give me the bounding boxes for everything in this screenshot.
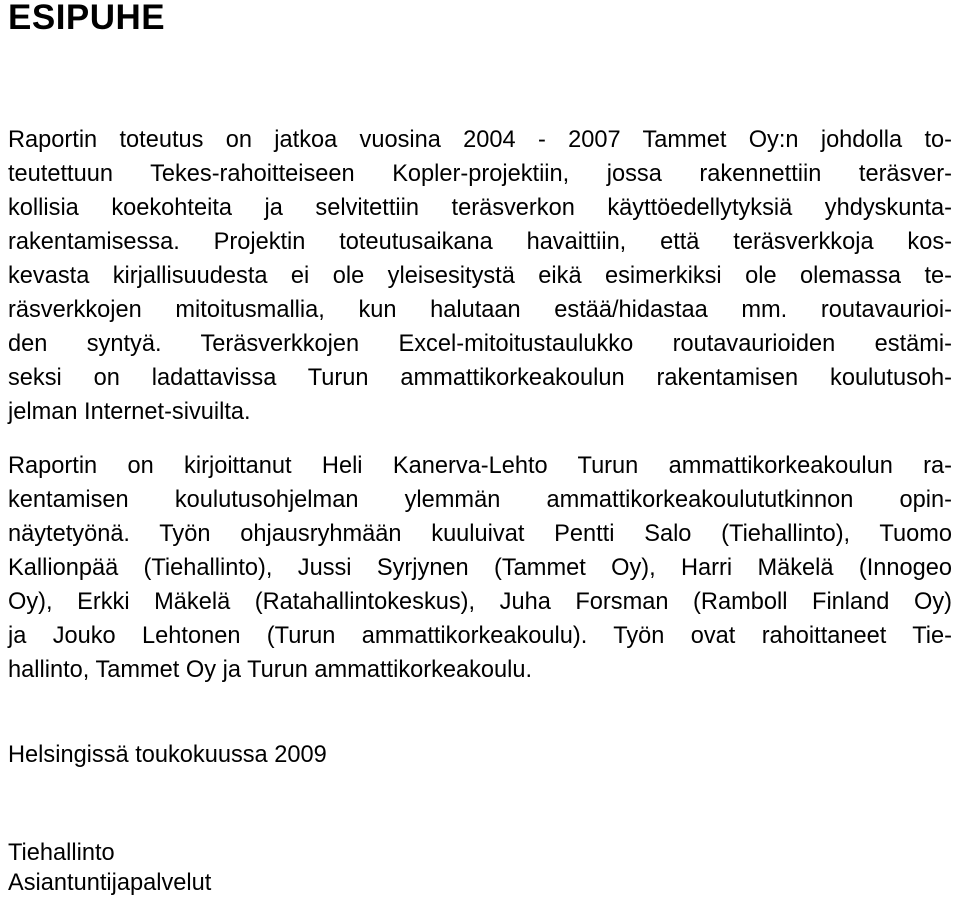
paragraph-line: Raportin on kirjoittanut Heli Kanerva-Lehto Turun ammattikorkeakoulun ra- (8, 453, 952, 479)
paragraph-line: kollisia koekohteita ja selvitettiin teräsverkon käyttöedellytyksiä yhdyskunta- (8, 195, 952, 221)
place-date: Helsingissä toukokuussa 2009 (8, 742, 327, 768)
paragraph-line: Kallionpää (Tiehallinto), Jussi Syrjynen (Tammet Oy), Harri Mäkelä (Innogeo (8, 555, 952, 581)
paragraph-line: jelman Internet-sivuilta. (8, 399, 251, 425)
paragraph-line: näytetyönä. Työn ohjausryhmään kuuluivat Pentti Salo (Tiehallinto), Tuomo (8, 521, 952, 547)
paragraph-line: kevasta kirjallisuudesta ei ole yleisesitystä eikä esimerkiksi ole olemassa te- (8, 263, 952, 289)
paragraph-line: hallinto, Tammet Oy ja Turun ammattikorkeakoulu. (8, 657, 533, 683)
document-title: ESIPUHE (8, 0, 166, 37)
paragraph-line: Raportin toteutus on jatkoa vuosina 2004 - 2007 Tammet Oy:n johdolla to- (8, 127, 952, 153)
signature-organization: Tiehallinto (8, 840, 115, 866)
paragraph-line: ja Jouko Lehtonen (Turun ammattikorkeakoulu). Työn ovat rahoittaneet Tie- (8, 623, 952, 649)
paragraph-line: räsverkkojen mitoitusmallia, kun halutaan estää/hidastaa mm. routavaurioi- (8, 297, 952, 323)
paragraph-line: rakentamisessa. Projektin toteutusaikana havaittiin, että teräsverkkoja kos- (8, 229, 952, 255)
paragraph-line: den syntyä. Teräsverkkojen Excel-mitoitustaulukko routavaurioiden estämi- (8, 331, 952, 357)
signature-unit: Asiantuntijapalvelut (8, 870, 212, 896)
paragraph-line: Oy), Erkki Mäkelä (Ratahallintokeskus), Juha Forsman (Ramboll Finland Oy) (8, 589, 952, 615)
paragraph-line: teutettuun Tekes-rahoitteiseen Kopler-projektiin, jossa rakennettiin teräsver- (8, 161, 952, 187)
paragraph-line: seksi on ladattavissa Turun ammattikorkeakoulun rakentamisen koulutusoh- (8, 365, 952, 391)
paragraph-line: kentamisen koulutusohjelman ylemmän ammattikorkeakoulututkinnon opin- (8, 487, 952, 513)
